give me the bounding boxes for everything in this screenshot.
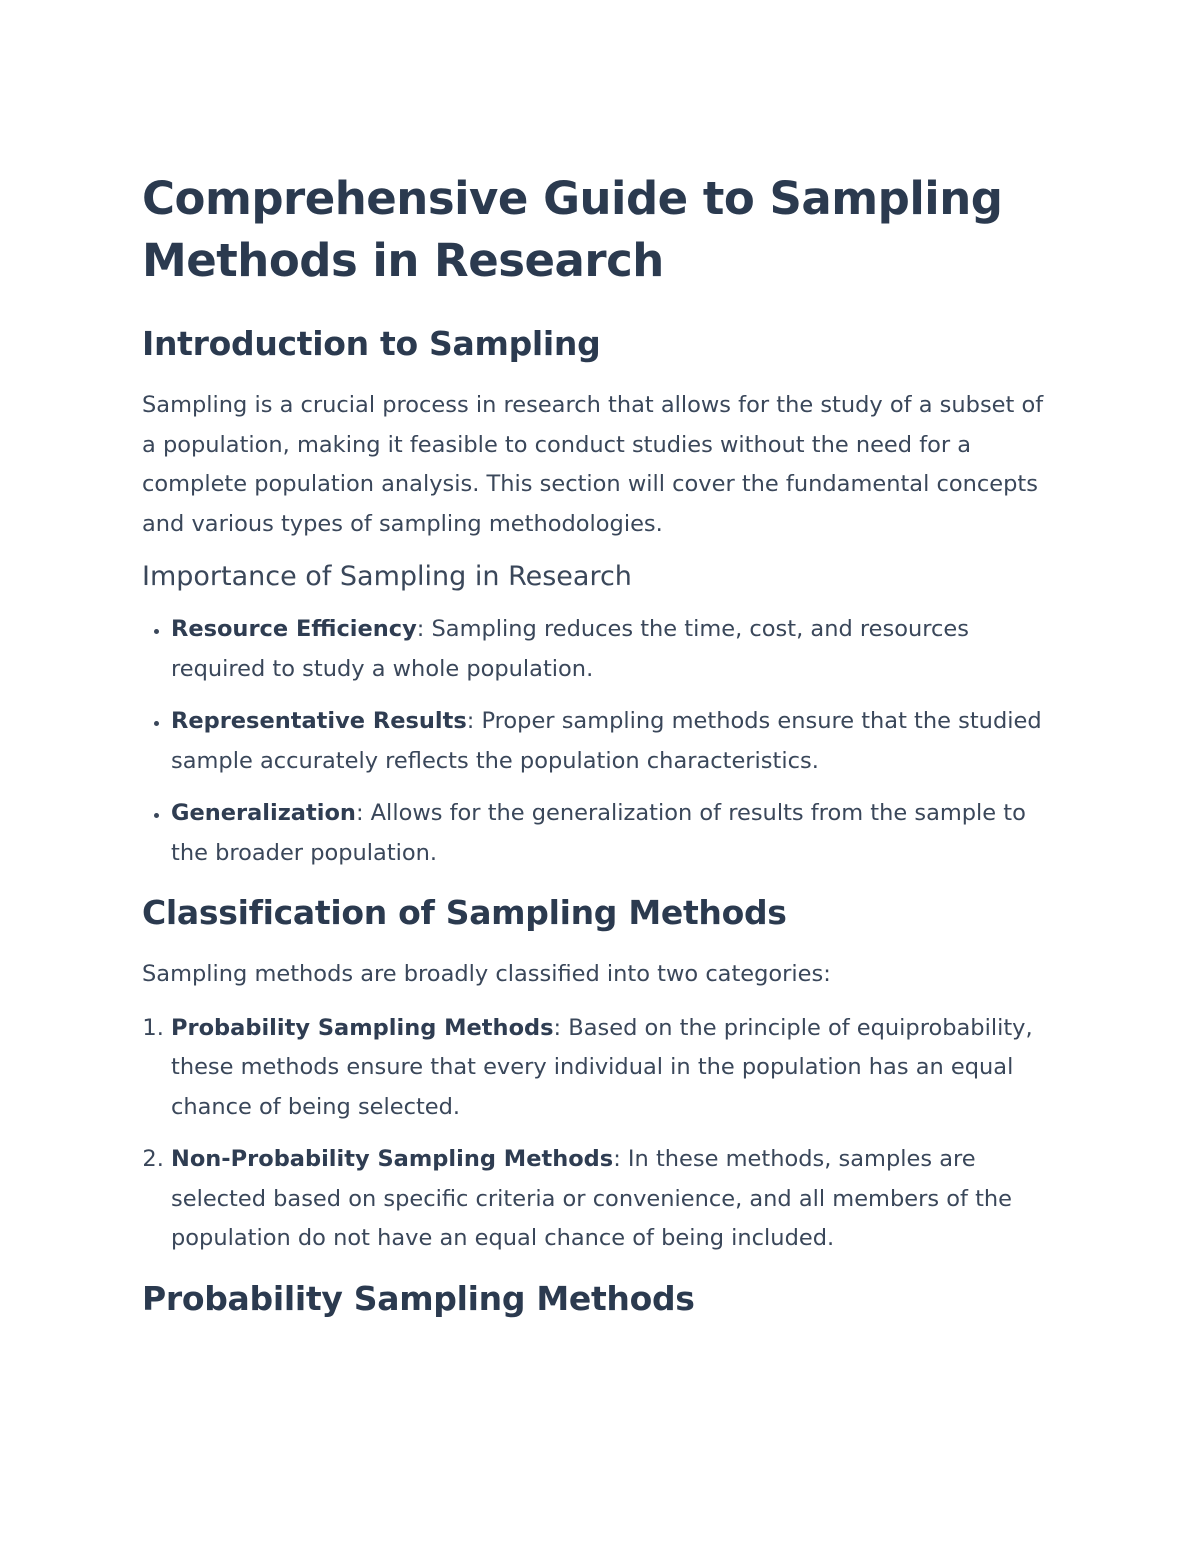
list-item-term: Resource Efficiency: [171, 616, 417, 642]
list-item: [171, 1009, 1057, 1128]
list-item-term: Generalization: [171, 800, 356, 826]
list-item-term: Probability Sampling Methods: [171, 1014, 554, 1041]
classification-list: [142, 1009, 1057, 1259]
list-item: [171, 702, 1057, 781]
list-item-term: Representative Results: [171, 708, 467, 734]
classification-paragraph: Sampling methods are broadly classified into two categories:: [142, 961, 831, 987]
list-item-text: : In these methods, samples are selected based on specific criteria or convenience, and all members of the population do not have an equal chance of being included.: [171, 1146, 1012, 1251]
probability-heading: Probability Sampling Methods: [142, 1278, 695, 1318]
list-item-text: : Sampling reduces the time, cost, and resources required to study a whole population.: [171, 616, 969, 682]
list-item-text: : Proper sampling methods ensure that the studied sample accurately reflects the population characteristics.: [171, 708, 1042, 774]
list-item-text: : Allows for the generalization of results from the sample to the broader population.: [171, 800, 1026, 866]
list-item: [171, 610, 1057, 689]
page-title: Comprehensive Guide to Sampling Methods in Research: [142, 172, 1003, 287]
list-item-text: : Based on the principle of equiprobability, these methods ensure that every individual in the population has an equal chance of being selected.: [171, 1014, 1033, 1120]
list-item-term: Non-Probability Sampling Methods: [171, 1146, 614, 1172]
importance-list: [142, 610, 1057, 873]
document-page: [142, 168, 1057, 1341]
intro-heading: Introduction to Sampling: [142, 324, 601, 363]
list-item: [171, 1140, 1057, 1259]
list-item: [171, 794, 1057, 873]
intro-paragraph: Sampling is a crucial process in research that allows for the study of a subset of a population, making it feasible to conduct studies without the need for a complete population analysis. This section will cover the fundamental concepts and various types of sampling methodologies.: [142, 392, 1044, 537]
importance-heading: Importance of Sampling in Research: [142, 561, 632, 592]
classification-heading: Classification of Sampling Methods: [142, 893, 787, 932]
